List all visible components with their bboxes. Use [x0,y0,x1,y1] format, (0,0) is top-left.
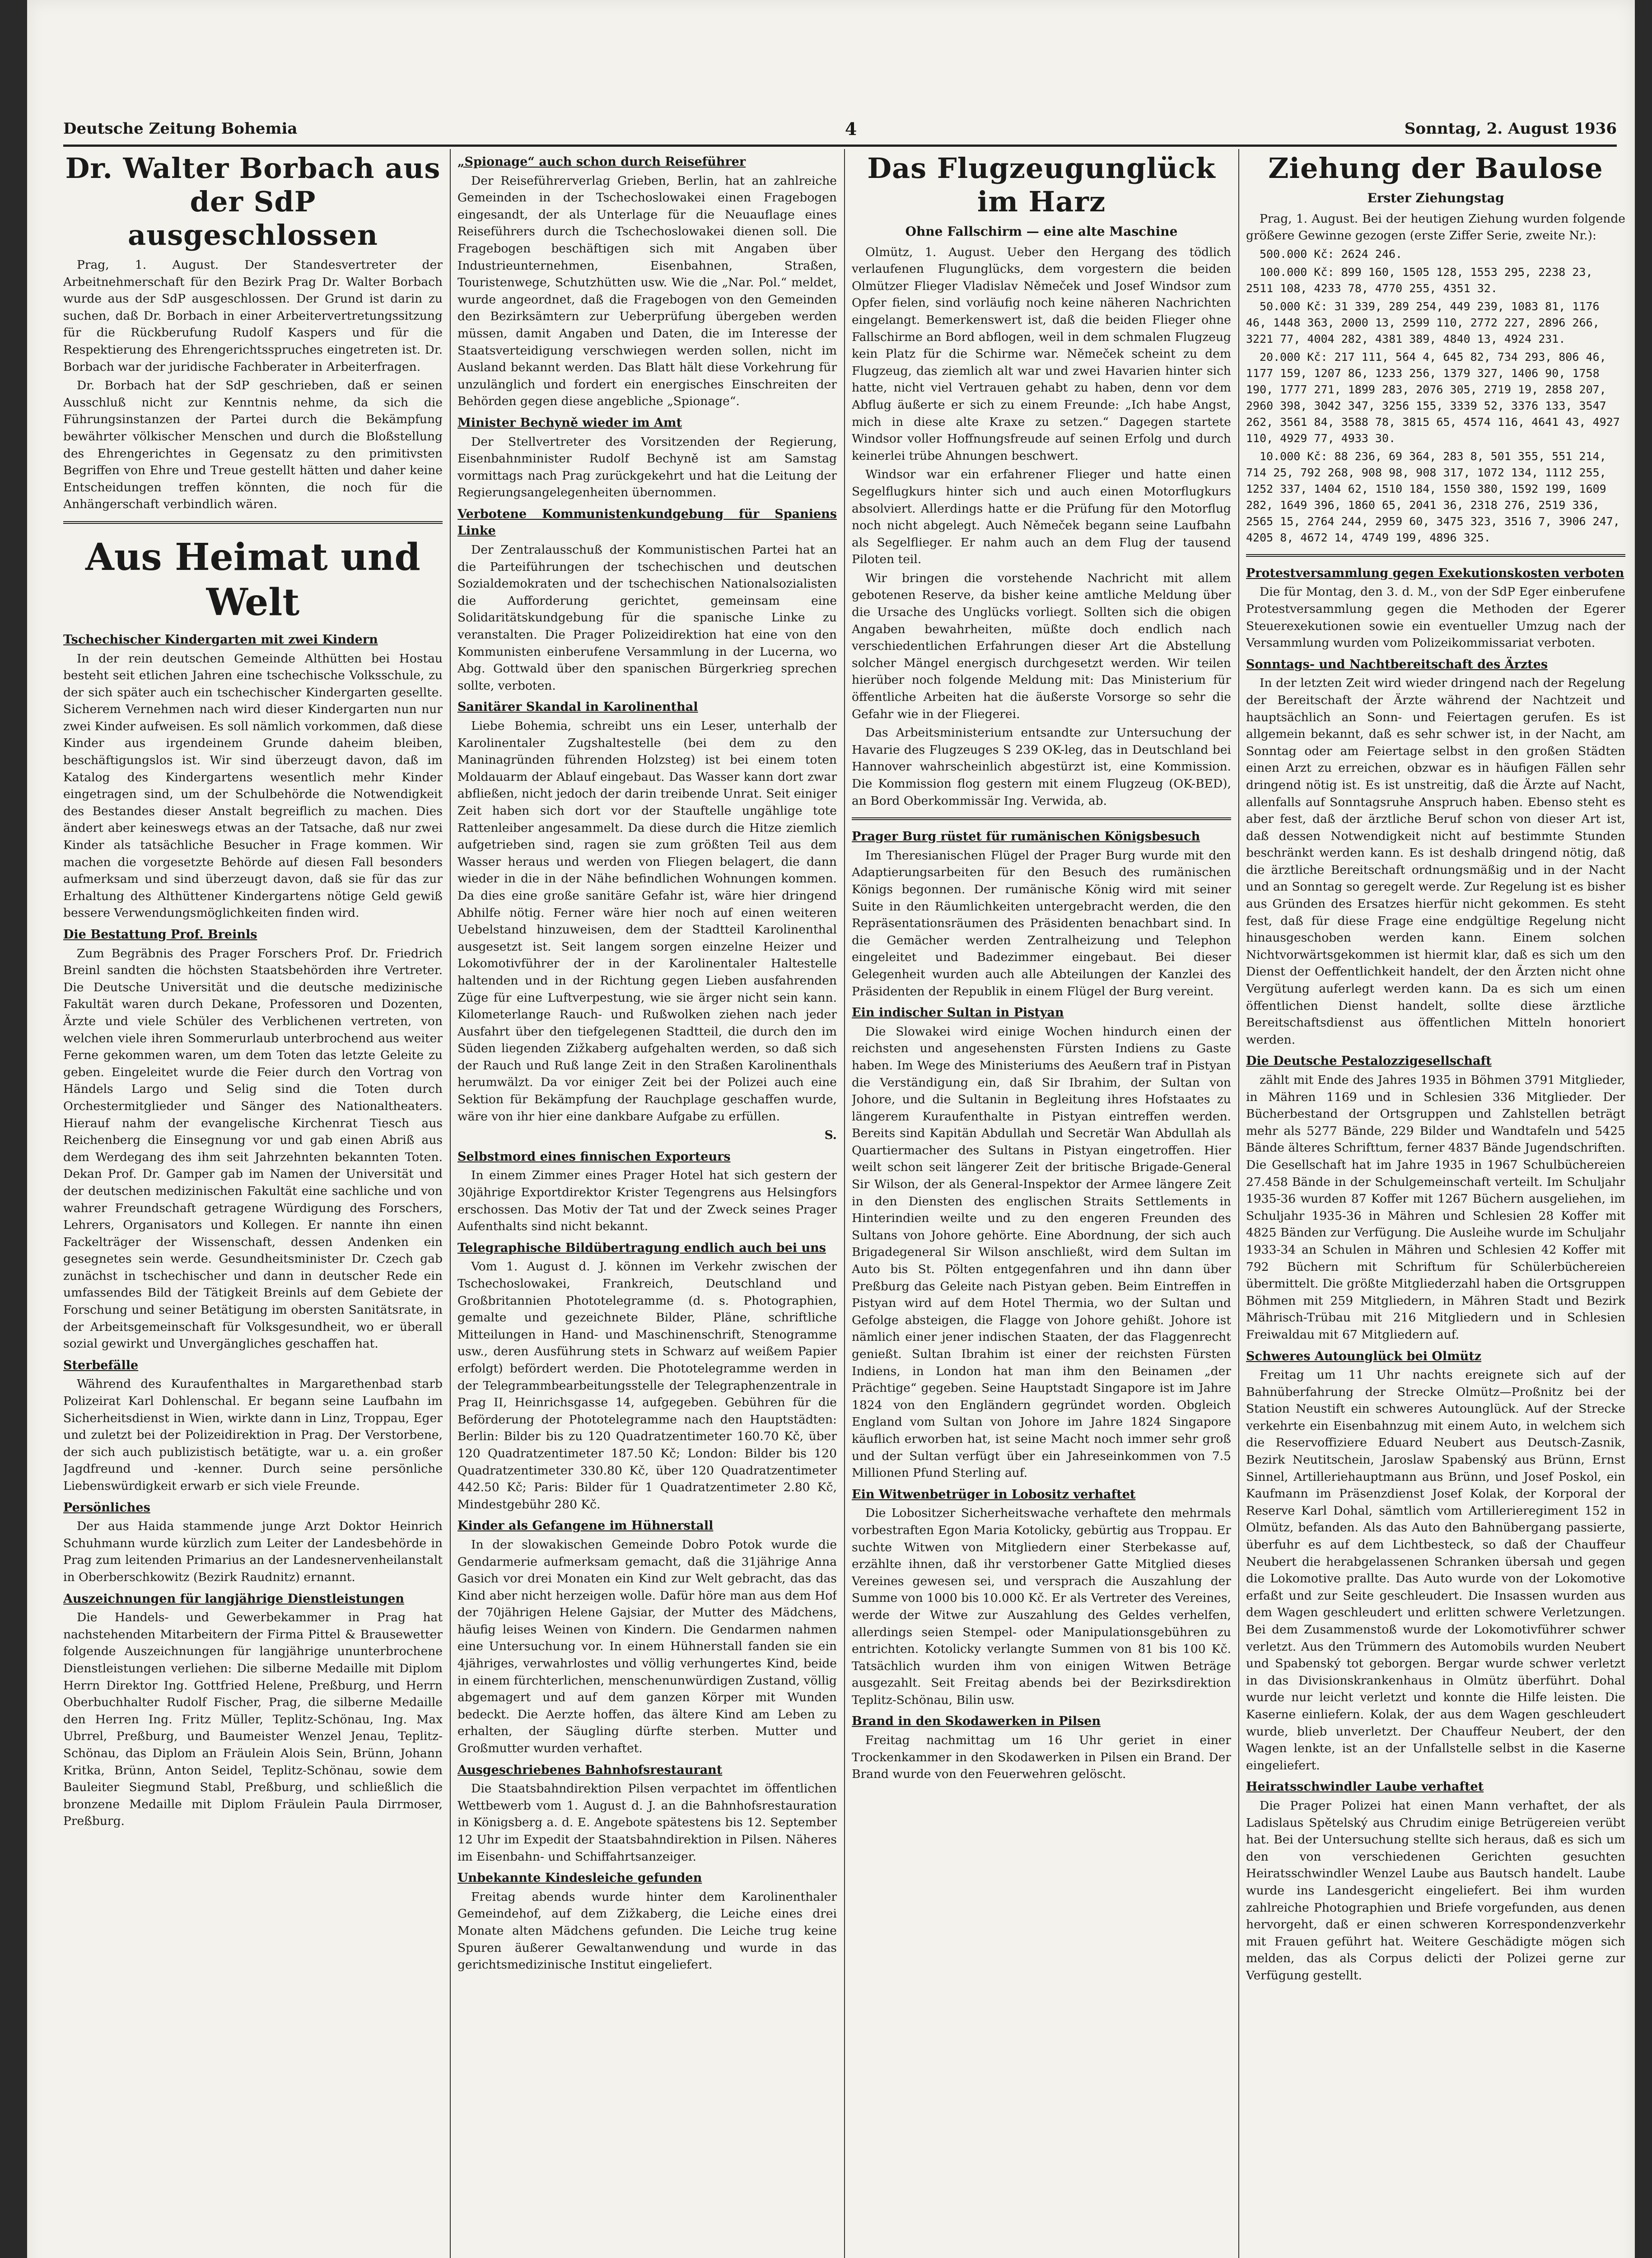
lottery-line: 20.000 Kč: 217 111, 564 4, 645 82, 734 293, 806 46, 1177 159, 1207 86, 1233 256, 1379 327, 1406 90, 1758 190, 1777 271, 1899 283, 2076 305, 2719 19, 2858 207, 2960 398, 3042 347, 3256 155, 3339 52, 3376 133, 3547 262, 3561 84, 3588 78, 3815 65, 4574 116, 4641 43, 4927 110, 4929 77, 4933 30. [1246,350,1620,445]
column-rule [844,149,845,2258]
item-text: Der Reiseführerverlag Grieben, Berlin, hat an zahlreiche Gemeinden in der Tschechoslowakei einen Fragebogen eingesandt, der als Unterlage für die Neuauflage eines Reiseführers durch die Tschechoslowakei dienen soll. Die Fragebogen beschäftigen sich mit Angaben über Industrieunternehmen, Eisenbahnen, Straßen, Touristenwege, Schutzhütten usw. Wie die „Nar. Pol.“ meldet, wurde angeordnet, daß die Fragebogen von den Gemeinden den Bezirksämtern zur Ueberprüfung übergeben werden müssen, damit Angaben und Daten, die im Interesse der Staatsverteidigung verschwiegen werden sollen, nicht im Ausland bekannt werden. Das Blatt hält diese Vorkehrung für unzulänglich und fordert ein energisches Einschreiten der Behörden gegen diese angebliche „Spionage“. [457,173,837,409]
columns [63,149,1626,2258]
section-title: Aus Heimat und Welt [85,535,420,624]
item-heading: Ein indischer Sultan in Pistyan [852,1006,1064,1020]
item-heading: Kinder als Gefangene im Hühnerstall [457,1519,714,1533]
lottery-results [1246,246,1625,546]
item-text: Die für Montag, den 3. d. M., von der SdP Eger einberufene Protestversammlung gegen die Methoden der Egerer Steuerexekutionen sowie ein eventueller Umzug nach der Versammlung wurden vom Polizeikommissariat verboten. [1246,585,1625,650]
article-subtitle: Ohne Fallschirm — eine alte Maschine [905,224,1178,239]
item-text: Im Theresianischen Flügel der Prager Burg wurde mit den Adaptierungsarbeiten für den Besuch des rumänischen Königs begonnen. Der rumänische König wird mit seiner Suite in den Räumlichkeiten untergebracht werden, die den Repräsentationsräumen des Präsidenten benachbart sind. In die Gemächer werden Zentralheizung und Telephon eingeleitet und Badezimmer eingebaut. Bei dieser Gelegenheit wurden auch alle Abteilungen der Kanzlei des Präsidenten der Republik in einem Flügel der Burg vereint. [852,848,1231,998]
item-text: Die Lobositzer Sicherheitswache verhaftete den mehrmals vorbestraften Egon Maria Kotolicky, gebürtig aus Troppau. Er suchte Witwen von Mitgliedern einer Sterbekasse auf, erzählte ihnen, daß ihr verstorbener Gatte Mitglied dieses Vereines gewesen sei, und versprach die Auszahlung der Summe von 1000 bis 10.000 Kč. Er als Vertreter des Vereines, werde der Witwe zur Auszahlung des Geldes verhelfen, allerdings seien Stempel- oder Manipulationsgebühren zu entrichten. Kotolicky verlangte Summen von 81 bis 100 Kč. Tatsächlich wurden ihm von einigen Witwen Beträge ausgezahlt. Seit Freitag abends bei der Bezirksdirektion Teplitz-Schönau, Bilin usw. [852,1506,1231,1707]
item-heading: Brand in den Skodawerken in Pilsen [852,1714,1101,1729]
item-heading: Auszeichnungen für langjährige Dienstleistungen [63,1591,405,1606]
item-heading: Sonntags- und Nachtbereitschaft des Ärztes [1246,657,1548,672]
item-heading: Sanitärer Skandal in Karolinenthal [457,700,698,714]
item-heading: Protestversammlung gegen Exekutionskosten verboten [1246,566,1624,580]
item-heading: Selbstmord eines finnischen Exporteurs [457,1149,731,1164]
page-number: 4 [845,118,857,139]
article-paragraph: Windsor war ein erfahrener Flieger und hatte einen Segelflugkurs hinter sich und auch einen Motorflugkurs absolviert. Allerdings hatte er die Prüfung für den Motorflug noch nicht abgelegt. Auch Němeček begann seine Laufbahn als Segelflieger. Er nahm auch an dem Flug der tausend Piloten teil. [852,467,1231,567]
item-text: zählt mit Ende des Jahres 1935 in Böhmen 3791 Mitglieder, in Mähren 1169 und in Schlesien 336 Mitglieder. Der Bücherbestand der Ortsgruppen und Zahlstellen beträgt mehr als 5277 Bände, 229 Bilder und Wandtafeln und 5425 Bände älteres Schrifttum, ferner 4837 Bände Jugendschriften. Die Gesellschaft hat im Jahre 1935 in 1967 Schulbüchereien 27.458 Bände in der Schulgemeinschaft verteilt. Im Schuljahr 1935-36 wurden 87 Koffer mit 1267 Büchern ausgeliehen, im Schuljahr 1935-36 in Mähren und Schlesien 28 Koffer mit 4825 Bänden zur Verfügung. Die Ausleihe wurde im Schuljahr 1933-34 an Schulen in Mähren und Schlesien 42 Koffer mit 792 Büchern mit Schriftum für Schülerbüchereien übermittelt. Die größte Mitgliederzahl haben die Ortsgruppen Böhmen mit 259 Mitgliedern, in Mähren Stadt und Bezirk Mährisch-Trübau mit 216 Mitgliedern und in Schlesien Freiwaldau mit 67 Mitgliedern auf. [1246,1073,1625,1342]
item-heading: „Spionage“ auch schon durch Reiseführer [457,155,746,169]
newspaper-name: Deutsche Zeitung Bohemia [63,120,298,138]
signature: S. [824,1128,837,1143]
item-heading: Persönliches [63,1500,150,1515]
article-paragraph: Wir bringen die vorstehende Nachricht mit allem gebotenen Reserve, da bisher keine amtliche Meldung über die Ursache des Unglücks vorliegt. Sollten sich die obigen Angaben bewahrheiten, müßte doch endlich nach verschiedentlichen Erfahrungen dieser Art die Abstellung solcher Mängel energisch durchgesetzt werden. Wir teilen hierüber noch folgende Meldung mit: Das Ministerium für öffentliche Arbeiten hat die äußerste Vorsorge so sehr die Gefahr wie in der Fliegerei. [852,571,1231,721]
article-paragraph: Prag, 1. August. Der Standesvertreter der Arbeitnehmerschaft für den Bezirk Prag Dr. Walter Borbach wurde aus der SdP ausgeschlossen. Der Grund ist darin zu suchen, daß Dr. Borbach in einer Arbeitervertretungssitzung für die Rückberufung Rudolf Kaspers und für die Respektierung des Ehrengerichtsspruches eingetreten ist. Dr. Borbach war der juridische Fachberater in Arbeiterfragen. [63,258,443,374]
article-paragraph: Das Arbeitsministerium entsandte zur Untersuchung der Havarie des Flugzeuges S 239 OK-leg, das in Deutschland bei Hannover wahrscheinlich abgestürzt ist, eine Kommission. Die Kommission flog gestern mit einem Flugzeug (OK-BED), an Bord Oberkommissär Ing. Verwida, ab. [852,726,1231,808]
item-heading: Prager Burg rüstet für rumänischen Königsbesuch [852,830,1200,844]
item-text: Vom 1. August d. J. können im Verkehr zwischen der Tschechoslowakei, Frankreich, Deutschland und Großbritannien Phototelegramme (d. s. Photographien, gemalte und gezeichnete Bilder, Pläne, schriftliche Mitteilungen in Hand- und Maschinenschrift, Stenogramme usw., deren Ausführung stets in Schwarz auf weißem Papier erfolgt) befördert werden. Die Phototelegramme werden in der Telegrammbearbeitungsstelle der Telegraphenzentrale in Prag II, Heinrichsgasse 14, aufgegeben. Gebühren für die Beförderung der Phototelegramme nach den Hauptstädten: Berlin: Bilder bis zu 120 Quadratzentimeter 160.70 Kč, über 120 Quadratzentimeter 187.50 Kč; London: Bilder bis 120 Quadratzentimeter 330.80 Kč, über 120 Quadratzentimeter 442.50 Kč; Paris: Bilder für 1 Quadratzentimeter 2.80 Kč, Mindestgebühr 280 Kč. [457,1260,837,1512]
lottery-line: 50.000 Kč: 31 339, 289 254, 449 239, 1083 81, 1176 46, 1448 363, 2000 13, 2599 110, 2772 227, 2896 266, 3221 77, 4004 282, 4381 389, 4840 13, 4924 231. [1246,299,1600,345]
item-text: Freitag abends wurde hinter dem Karolinenthaler Gemeindehof, auf dem Zižkaberg, die Leiche eines drei Monate alten Mädchens gefunden. Die Leiche trug keine Spuren äußerer Gewaltanwendung und wurde in das gerichtsmedizinische Institut eingeliefert. [457,1889,837,1972]
article-paragraph: Prag, 1. August. Bei der heutigen Ziehung wurden folgende größere Gewinne gezogen (erste Ziffer Serie, zweite Nr.): [1246,211,1625,243]
item-heading: Ein Witwenbetrüger in Lobositz verhaftet [852,1487,1136,1502]
item-text: Freitag um 11 Uhr nachts ereignete sich auf der Bahnüberfahrung der Strecke Olmütz—Proßnitz bei der Station Neustift ein schweres Autounglück. Auf der Strecke verkehrte ein Eisenbahnzug mit einem Auto, in welchem sich die Reservoffiziere Eduard Neubert aus Deutsch-Zasnik, Bezirk Neutitschein, Jaroslaw Spabenský aus Brünn, Ernst Sinnel, Artilleriehauptmann aus Brünn, und Josef Poskol, ein Kaufmann im Präsenzdienst Josef Kolak, der Korporal der Reserve Karl Dohal, sämtlich vom Artillerieregiment 152 in Olmütz, befanden. Als das Auto den Bahnübergang passierte, überfuhr es auf dem Lichtbesteck, so daß der Chauffeur Neubert die herabgelassenen Schranken übersah und gegen die Lokomotive prallte. Das Auto wurde von der Lokomotive erfaßt und zur Seite geschleudert. Die Insassen wurden aus dem Wagen geschleudert und erlitten schwere Verletzungen. Bei dem Zusammenstoß wurde der Lokomotivführer schwer verletzt. Aus den Trümmern des Automobils wurden Neubert und Spabenský tot geborgen. Bergar wurde schwer verletzt in das Divisionskrankenhaus in Olmütz überführt. Dohal wurde nur leicht verletzt und konnte die Hilfe leisten. Die Kaserne einliefern. Kolak, der aus dem Wagen geschleudert wurde, blieb unverletzt. Der Chauffeur Neubert, der den Wagen lenkte, ist an der Unfallstelle selbst in die Kaserne eingeliefert. [1246,1368,1625,1773]
column-rule [1238,149,1239,2258]
item-text: Die Handels- und Gewerbekammer in Prag hat nachstehenden Mitarbeitern der Firma Pittel & Brausewetter folgende Auszeichnungen für langjährige ununterbrochene Dienstleistungen verliehen: Die silberne Medaille mit Diplom Herrn Direktor Ing. Gottfried Helene, Preßburg, und Herrn Oberbuchhalter Rudolf Fischer, Prag, die silberne Medaille den Herren Ing. Fritz Müller, Teplitz-Schönau, Ing. Max Ubrrel, Preßburg, und Baumeister Wenzel Jenau, Teplitz-Schönau, das Diplom an Fräulein Alois Sein, Brünn, Johann Kritka, Brünn, Anton Seidel, Teplitz-Schönau, sowie dem Bauleiter Siegmund Stabl, Preßburg, und schließlich die bronzene Medaille mit Diplom Fräulein Paula Dirrmoser, Preßburg. [63,1610,443,1829]
divider [63,521,443,524]
lottery-line: 100.000 Kč: 899 160, 1505 128, 1553 295, 2238 23, 2511 108, 4233 78, 4770 255, 4351 32. [1246,265,1593,295]
article-title: Das Flugzeugunglück im Harz [867,152,1216,218]
item-heading: Schweres Autounglück bei Olmütz [1246,1349,1482,1363]
item-text: Die Slowakei wird einige Wochen hindurch einen der reichsten und angesehensten Fürsten Indiens zu Gaste haben. Im Wege des Ministeriums des Aeußern traf in Pistyan die Verständigung ein, daß Sir Ibrahim, der Sultan von Johore, und die Sultanin in Begleitung ihres Hofstaates zu längerem Kuraufenthalte in Pistyan eintreffen werden. Bereits sind Kapitän Abdullah und Secretär Wan Abdullah als Quartiermacher des Sultans in Pistyan eingetroffen. Hier weilt schon seit längerer Zeit der britische Brigade-General Sir Wilson, der als General-Inspektor der Armee längere Zeit in den Diensten des englischen Straits Settlements in Hinterindien weilte und zu den engeren Freunden des Sultans von Johore gehörte. Eine Abordnung, der sich auch Brigadegeneral Sir Wilson anschließt, wird dem Sultan im Auto bis St. Pölten entgegenfahren und ihn dann über Preßburg das Geleite nach Pistyan geben. Beim Eintreffen in Pistyan wird auf dem Hotel Thermia, wo der Sultan und Gefolge absteigen, die Flagge von Johore gehißt. Johore ist nämlich einer jener indischen Staaten, der das Flaggenrecht genießt. Sultan Ibrahim ist einer der reichsten Fürsten Indiens, in London hat man ihm den Beinamen „der Prächtige“ gegeben. Seine Hauptstadt Singapore ist im Jahre 1824 von den Engländern gegründet worden. Obgleich England vom Sultan von Johore im Jahre 1824 Singapore käuflich erworben hat, ist seine Macht noch immer sehr groß und der Sultan verfügt über ein Jahreseinkommen von 7.5 Millionen Pfund Sterling auf. [852,1024,1231,1480]
article-paragraph: Dr. Borbach hat der SdP geschrieben, daß er seinen Ausschluß nicht zur Kenntnis nehme, da sich die Führungsinstanzen der Partei durch die Bekämpfung bewährter völkischer Menschen und durch die Bloßstellung des Ehrengerichtes in Gegensatz zu den primitivsten Begriffen von Ehre und Treue gestellt hätten und daher keine Entscheidungen treffen könnten, die noch für die Anhängerschaft verbindlich wären. [63,378,443,512]
column-rule [450,149,451,2258]
item-heading: Sterbefälle [63,1358,139,1372]
item-heading: Die Deutsche Pestalozzigesellschaft [1246,1054,1492,1068]
item-heading: Die Bestattung Prof. Breinls [63,928,257,942]
item-text: Liebe Bohemia, schreibt uns ein Leser, unterhalb der Karolinentaler Zugshaltestelle (bei dem zu den Maninagründen führenden Holzsteg) ist bei einem toten Moldauarm der Ablauf eingebaut. Das Wasser kann dort zwar abfließen, nicht jedoch der darin treibende Unrat. Seit einiger Zeit haben sich dort vor der Stauftelle ungählige tote Rattenleiber angesammelt. Da diese durch die Hitze ziemlich aufgetrieben sind, ragen sie zum größten Teil aus dem Wasser heraus und werden von Fliegen belagert, die dann wieder in die in der Nähe befindlichen Wohnungen kommen. Da dies eine große sanitäre Gefahr ist, wäre hier dringend Abhilfe nötig. Ferner wäre hier noch auf einen weiteren Uebelstand hinzuweisen, dem der Stadtteil Karolinenthal ausgesetzt ist. Seit langem sorgen einzelne Heizer und Lokomotivführer der in der Karolinentaler Haltestelle haltenden und in der Richtung gegen Lieben ausfahrenden Züge für eine Luftverpestung, wie sie ärger nicht sein kann. Kilometerlange Rauch- und Rußwolken ziehen nach jeder Ausfahrt über den tiefgelegenen Stadtteil, die durch den im Süden liegenden Zižkaberg aufgehalten werden, so daß sich der Rauch und Ruß lange Zeit in den Straßen Karolinenthals herumwälzt. Da vor einiger Zeit bei der Polizei auch eine Sektion für Bekämpfung der Rauchplage geschaffen wurde, wäre von ihr hier eine dankbare Aufgabe zu erfüllen. [457,719,837,1124]
item-text: In der letzten Zeit wird wieder dringend nach der Regelung der Bereitschaft der Ärzte während der Nachtzeit und hauptsächlich an Sonn- und Feiertagen gerufen. Es ist allgemein bekannt, daß es sehr schwer ist, in der Nacht, am Sonntag oder am Feiertage selbst in den großen Städten einen Arzt zu erreichen, obzwar es in häufigen Fällen sehr dringend nötig ist. Es ist unstreitig, daß die Ärzte auf Nacht, allenfalls auf Sonntagsruhe Anspruch haben. Ebenso steht es aber fest, daß der ärztliche Beruf schon von dieser Art ist, daß dessen Notwendigkeit nicht auf bestimmte Stunden beschränkt werden kann. Es ist deshalb dringend nötig, daß die ärztliche Bereitschaft ordnungsmäßig und in der Nacht und an Sonntag so geregelt werde. Zur Regelung ist es bisher aus Gründen des Ersatzes hierfür nicht gekommen. Es steht fest, daß für diese Frage eine endgültige Regelung nicht hinausgeschoben werden kann. Einem solchen Nichtvorwärtsgekommen ist hiermit klar, daß es sich um den Dienst der Oeffentlichkeit handelt, der den Ärzten nicht ohne Vergütung auferlegt werden kann. Da es sich um einen öffentlichen Dienst handelt, sollte diese ärztliche Bereitschaftsdienst aus öffentlichen Mitteln honoriert werden. [1246,676,1625,1047]
column-1 [63,149,443,2258]
item-text: Der aus Haida stammende junge Arzt Doktor Heinrich Schuhmann wurde kürzlich zum Leiter der Landesbehörde in Prag zum leitenden Primarius an der Landesnervenheilanstalt in Oberberschkowitz (Bezirk Raudnitz) ernannt. [63,1519,443,1584]
lottery-line: 500.000 Kč: 2624 246. [1260,247,1403,261]
item-text: Freitag nachmittag um 16 Uhr geriet in einer Trockenkammer in den Skodawerken in Pilsen ein Brand. Der Brand wurde von den Feuerwehren gelöscht. [852,1733,1231,1782]
issue-date: Sonntag, 2. August 1936 [1404,120,1617,138]
item-text: In der slowakischen Gemeinde Dobro Potok wurde die Gendarmerie aufmerksam gemacht, daß die 31jährige Anna Gasich vor drei Monaten ein Kind zur Welt gebracht, das das Kind aber nicht herzeigen wolle. Dafür höre man aus dem Hof der 70jährigen Helene Gajsiar, der Mutter des Mädchens, häufig leises Weinen von Kindern. Die Gendarmen nahmen eine Untersuchung vor. In einem Hühnerstall fanden sie ein 4jähriges, verwahrlostes und völlig verhungertes Kind, beide in einem fürchterlichen, menschenunwürdigen Zustand, völlig abgemagert und auf dem ganzen Körper mit Wunden bedeckt. Die Aerzte hoffen, das ältere Kind am Leben zu erhalten, der Säugling dürfte sterben. Mutter und Großmutter wurden verhaftet. [457,1537,837,1756]
divider [852,817,1231,820]
item-heading: Minister Bechyně wieder im Amt [457,415,682,430]
item-text: In einem Zimmer eines Prager Hotel hat sich gestern der 30jährige Exportdirektor Krister Tegengrens aus Helsingfors erschossen. Das Motiv der Tat und der Zweck seines Prager Aufenthalts sind nicht bekannt. [457,1168,837,1234]
column-4 [1246,149,1625,2258]
article-title: Ziehung der Baulose [1268,152,1603,185]
item-text: Zum Begräbnis des Prager Forschers Prof. Dr. Friedrich Breinl sandten die höchsten Staatsbehörden ihre Vertreter. Die Deutsche Universität und die deutsche medizinische Fakultät waren durch Dekane, Professoren und Dozenten, Ärzte und viele Schüler des Verblichenen vertreten, von welchen viele ihren Sommerurlaub unterbrochend aus weiter Ferne gekommen waren, um dem Toten das letzte Geleite zu geben. Eingeleitet wurde die Feier durch den Vortrag von Händels Largo und Selig sind die Toten durch Orchestermitglieder und Sänger des Nationaltheaters. Hierauf nahm der evangelische Kirchenrat Tiesch aus Reichenberg die Einsegnung vor und gab einen Abriß aus dem Werdegang des ihm seit Jahrzehnten bekannten Toten. Dekan Prof. Dr. Gamper gab im Namen der Universität und der deutschen medizinischen Fakultät eine sachliche und von wahrer Freundschaft getragene Würdigung des Forschers, Lehrers, Organisators und Kollegen. Er nannte ihn einen Fackelträger der Wissenschaft, dessen Andenken ein gesegnetes sein werde. Gesundheitsminister Dr. Czech gab zunächst in tschechischer und dann in deutscher Rede ein umfassendes Bild der Tätigkeit Breinls auf dem Gebiete der Forschung und seiner Betätigung im obersten Sanitätsrate, in der Arbeitsgemeinschaft für Volksgesundheit, wo er überall sozial gewirkt und Unvergängliches geschaffen hat. [63,946,443,1351]
item-heading: Tschechischer Kindergarten mit zwei Kindern [63,632,378,647]
newspaper-page [27,0,1635,2258]
item-text: In der rein deutschen Gemeinde Althütten bei Hostau besteht seit etlichen Jahren eine tschechische Volksschule, zu der sich später auch ein tschechischer Kindergarten gesellte. Sicherem Vernehmen nach wird dieser Kindergarten nun nur zwei Kinder aufweisen. Es soll nämlich vorkommen, daß diese Kinder aus irgendeinem Grunde daheim bleiben, beschäftigungslos ist. Wir sind überzeugt davon, daß im Katalog des Kindergartens wesentlich mehr Kinder eingetragen sind, um der Schulbehörde die Notwendigkeit des Bestandes dieser Anstalt begreiflich zu machen. Dies ändert aber keineswegs etwas an der Tatsache, daß nur zwei Kinder als tatsächliche Besucher in Frage kommen. Wir machen die vorgesetzte Behörde auf diesen Fall besonders aufmerksam und sind überzeugt davon, daß sie für das zur Erhaltung des Althüttener Kindergartens nötige Geld gewiß bessere Verwendungsmöglichkeiten finden wird. [63,651,443,920]
divider [1246,554,1625,557]
item-heading: Heiratsschwindler Laube verhaftet [1246,1780,1484,1794]
item-text: Die Prager Polizei hat einen Mann verhaftet, der als Ladislaus Spětelský aus Chrudim einige Betrügereien verübt hat. Bei der Untersuchung stellte sich heraus, daß es sich um den von verschiedenen Gerichten gesuchten Heiratsschwindler Wenzel Laube aus Bautsch handelt. Laube wurde ins Landesgericht eingeliefert. Bei ihm wurden zahlreiche Photographien und Briefe vorgefunden, aus denen hervorgeht, daß er einen schweren Korrespondenzverkehr mit Frauen geführt hat. Weitere Geschädigte mögen sich melden, das als Corpus delicti der Polizei gerne zur Verfügung gestellt. [1246,1798,1625,1983]
page-header [63,113,1617,147]
item-heading: Verbotene Kommunistenkundgebung für Spaniens Linke [457,507,837,538]
column-3 [852,149,1231,2258]
item-text: Der Stellvertreter des Vorsitzenden der Regierung, Eisenbahnminister Rudolf Bechyně ist am Samstag vormittags nach Prag zurückgekehrt und hat die Leitung der Regierungsangelegenheiten übernommen. [457,434,837,500]
article-subtitle: Erster Ziehungstag [1367,191,1504,205]
item-heading: Telegraphische Bildübertragung endlich auch bei uns [457,1241,826,1255]
article-paragraph: Olmütz, 1. August. Ueber den Hergang des tödlich verlaufenen Flugunglücks, dem vorgestern die beiden Olmützer Flieger Vladislav Němeček und Josef Windsor zum Opfer fielen, sind vorläufig noch keine näheren Nachrichten eingelangt. Bemerkenswert ist, daß die beiden Flieger ohne Fallschirme an Bord abflogen, weil in dem schmalen Flugzeug kein Platz für die Schirme war. Němeček scheint zu dem Flugzeug, das ziemlich alt war und zwei Havarien hinter sich hatte, nicht viel Vertrauen gehabt zu haben, denn vor dem Abflug äußerte er sich zu einem Freunde: „Ich habe Angst, mich in diese alte Kraxe zu setzen.“ Dagegen startete Windsor voller Hoffnungsfreude auf seinen Erfolg und durch keinerlei trübe Ahnungen beschwert. [852,245,1231,463]
item-text: Während des Kuraufenthaltes in Margarethenbad starb Polizeirat Karl Dohlenschal. Er begann seine Laufbahn im Sicherheitsdienst in Wien, wirkte dann in Linz, Troppau, Eger und zuletzt bei der Polizeidirektion in Prag. Der Verstorbene, der sich auch publizistisch betätigte, war u. a. ein großer Jagdfreund und -kenner. Durch seine persönliche Liebenswürdigkeit erwarb er sich viele Freunde. [63,1377,443,1493]
item-heading: Ausgeschriebenes Bahnhofsrestaurant [457,1763,723,1777]
column-2 [457,149,837,2258]
article-title: Dr. Walter Borbach aus der SdP ausgeschlossen [65,152,441,252]
item-heading: Unbekannte Kindesleiche gefunden [457,1871,702,1885]
item-text: Der Zentralausschuß der Kommunistischen Partei hat an die Parteiführungen der tschechischen und deutschen Sozialdemokraten und der tschechischen Nationalsozialisten die Aufforderung gerichtet, gemeinsam eine Solidaritätskundgebung für die spanische Linke zu veranstalten. Die Prager Polizeidirektion hat eine von den Kommunisten einberufene Versammlung in der Lucerna, wo Abg. Gottwald über den spanischen Bürgerkrieg sprechen sollte, verboten. [457,543,837,693]
item-text: Die Staatsbahndirektion Pilsen verpachtet im öffentlichen Wettbewerb vom 1. August d. J. an die Bahnhofsrestauration in Königsberg a. d. E. Angebote spätestens bis 12. September 12 Uhr im Expedit der Staatsbahndirektion in Pilsen. Näheres im Eisenbahn- und Schiffahrtsanzeiger. [457,1782,837,1864]
lottery-line: 10.000 Kč: 88 236, 69 364, 283 8, 501 355, 551 214, 714 25, 792 268, 908 98, 908 317, 1072 134, 1112 255, 1252 337, 1404 62, 1510 184, 1550 380, 1592 199, 1609 282, 1649 396, 1860 65, 2041 36, 2318 276, 2519 336, 2565 15, 2764 244, 2959 60, 3475 323, 3516 7, 3906 247, 4205 8, 4672 14, 4749 199, 4896 325. [1246,449,1620,544]
